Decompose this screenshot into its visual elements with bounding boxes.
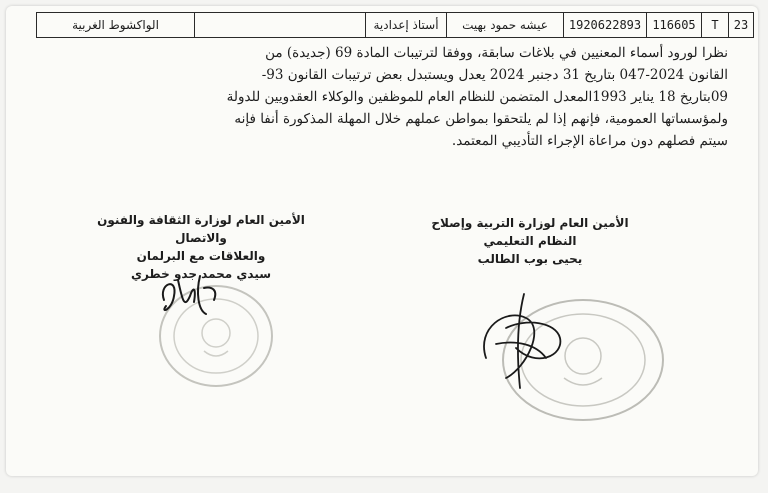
row-national-id: 1920622893	[563, 13, 646, 37]
body-paragraph	[88, 42, 728, 152]
signatory-title: النظام التعليمي	[483, 234, 577, 248]
employee-row	[36, 12, 754, 38]
row-region: الواكشوط الغربية	[72, 18, 159, 32]
row-type: T	[701, 13, 728, 37]
signatory-name: يحيى بوب الطالب	[477, 252, 583, 266]
row-code: 116605	[646, 13, 701, 37]
row-school	[194, 13, 365, 37]
signature-right	[466, 288, 576, 398]
body-line: 09بتاريخ 18 يناير 1993المعدل المتضمن للنظام العام للموظفين والوكلاء العقدويين للدولة	[226, 89, 728, 105]
signatory-culture	[76, 211, 326, 283]
body-line: ولمؤسساتها العمومية، فإنهم إذا لم يلتحقوا بمواطن عملهم خلال المهلة المذكورة أنفا فإنه	[234, 111, 728, 127]
body-line: القانون 2024-047 بتاريخ 31 دجنبر 2024 يعدل ويستبدل بعض ترتيبات القانون 93-	[261, 67, 728, 83]
signatory-education	[420, 214, 640, 268]
signatory-title: والعلاقات مع البرلمان	[136, 249, 266, 263]
row-job: أستاذ إعدادية	[365, 13, 446, 37]
document-page	[6, 6, 758, 476]
body-line: نظرا لورود أسماء المعنيين في بلاغات سابقة، ووفقا لترتيبات المادة 69 (جديدة) من	[265, 45, 728, 61]
row-name: عيشه حمود بهيت	[446, 13, 563, 37]
row-number: 23	[728, 13, 753, 37]
signatory-title: الأمين العام لوزارة التربية وإصلاح	[431, 216, 629, 230]
signatory-name: سيدي محمد جدو خطري	[130, 267, 272, 281]
body-line: سيتم فصلهم دون مراعاة الإجراء التأديبي المعتمد.	[451, 133, 728, 149]
signatory-title: الأمين العام لوزارة الثقافة والفنون والاتصال	[97, 213, 305, 245]
